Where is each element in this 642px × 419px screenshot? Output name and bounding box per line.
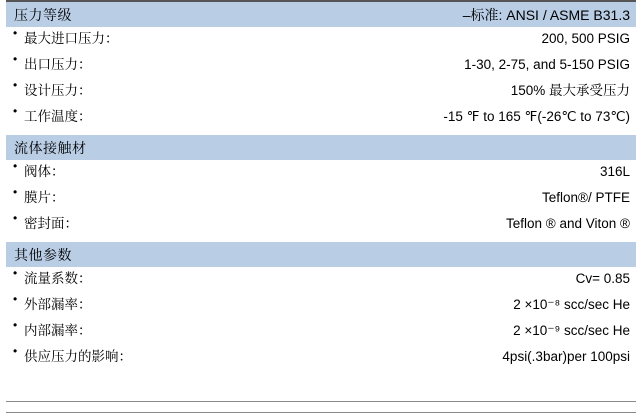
spec-label: • 密封面： <box>24 212 78 232</box>
spec-row <box>6 27 636 53</box>
spec-row <box>6 293 636 319</box>
spec-row <box>6 212 636 238</box>
section-title: 其他参数 <box>14 246 72 263</box>
spec-label: • 设计压力： <box>24 79 92 99</box>
spec-row <box>6 53 636 79</box>
section-header-note: –标准: ANSI / ASME B31.3 <box>462 6 630 23</box>
spec-value: Teflon®/ PTFE <box>542 190 630 205</box>
spec-row <box>6 345 636 371</box>
spec-label: • 工作温度： <box>24 105 92 125</box>
spec-value: 2 ×10⁻⁸ scc/sec He <box>513 297 630 312</box>
spec-value: 316L <box>599 164 630 179</box>
footer-rules <box>6 401 636 413</box>
spec-row <box>6 160 636 186</box>
spec-row <box>6 105 636 131</box>
spec-value: Teflon ® and Viton ® <box>506 216 630 231</box>
section-header-other-parameters <box>6 242 636 267</box>
section-header-wetted-materials <box>6 135 636 160</box>
spec-label: • 内部漏率： <box>24 319 92 339</box>
spec-row <box>6 79 636 105</box>
spec-value: 2 ×10⁻⁹ scc/sec He <box>513 323 630 338</box>
spec-value: Cv= 0.85 <box>575 271 630 286</box>
spec-value: 150% 最大承受压力 <box>510 83 630 98</box>
spec-value: 4psi(.3bar)per 100psi <box>502 349 630 364</box>
spec-row <box>6 319 636 345</box>
spec-label: • 出口压力： <box>24 53 92 73</box>
spec-value: 200, 500 PSIG <box>541 31 630 46</box>
spec-label: • 外部漏率： <box>24 293 92 313</box>
spec-value: -15 ℉ to 165 ℉(-26℃ to 73℃) <box>443 109 630 124</box>
footer-rule-bottom <box>6 412 636 413</box>
spec-label: • 最大进口压力： <box>24 27 119 47</box>
spec-value: 1-30, 2-75, and 5-150 PSIG <box>464 57 630 72</box>
spec-label: • 膜片： <box>24 186 65 206</box>
spec-label: • 流量系数： <box>24 267 92 287</box>
spec-row <box>6 267 636 293</box>
spec-row <box>6 186 636 212</box>
section-header-pressure-rating <box>6 2 636 27</box>
spec-label: • 供应压力的影响： <box>24 345 132 365</box>
section-title: 压力等级 <box>14 6 72 23</box>
spec-label: • 阀体： <box>24 160 65 180</box>
section-title: 流体接触材 <box>14 139 87 156</box>
